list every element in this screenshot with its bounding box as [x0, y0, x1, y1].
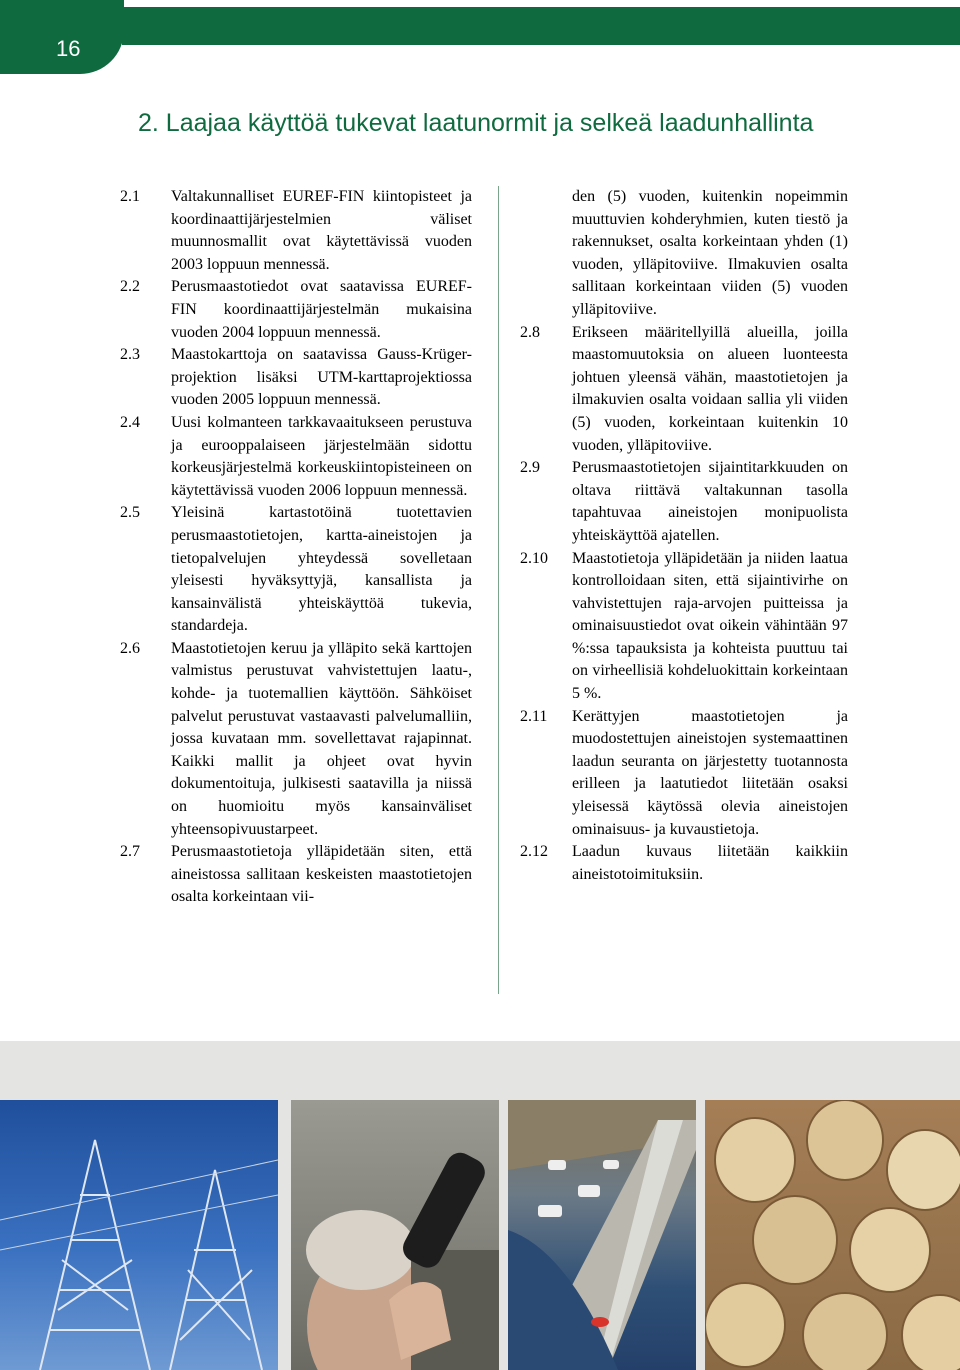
item-text: Maastokarttoja on saatavissa Gauss-Krüger-projektion lisäksi UTM-karttaprojektiossa vuoden 2005 loppuun mennessä.	[171, 346, 472, 409]
item-number: 2.8	[520, 323, 540, 341]
item-number: 2.3	[120, 346, 140, 364]
item-text: Uusi kolmanteen tarkkavaaitukseen perustuva ja eurooppalaiseen järjestelmään sidottu korkeusjärjestelmä korkeuskiintopisteineen on käytettävissä vuoden 2006 loppuun mennessä.	[171, 413, 472, 499]
item-text: Yleisinä kartastotöinä tuotettavien perusmaastotietojen, kartta-aineistojen ja tietopalvelujen yhteydessä sovelletaan yleisesti hyväksyttyjä, kansallista ja kansainvälistä yhteiskäyttöä tukevia, standardeja.	[171, 504, 472, 635]
list-item	[520, 457, 848, 547]
phone-call-photo	[291, 1100, 499, 1370]
item-number: 2.10	[520, 549, 548, 567]
item-number: 2.1	[120, 188, 140, 205]
power-lines-photo	[0, 1100, 278, 1370]
list-item	[520, 322, 848, 458]
list-item	[120, 841, 472, 909]
item-number: 2.4	[120, 413, 140, 431]
item-number: 2.12	[520, 843, 548, 861]
item-number: 2.7	[120, 843, 140, 861]
item-number: 2.6	[120, 639, 140, 657]
item-text: Laadun kuvaus liitetään kaikkiin aineistotoimituksiin.	[572, 843, 848, 883]
list-item	[520, 548, 848, 706]
item-text: Maastotietoja ylläpidetään ja niiden laatua kontrolloidaan siten, että sijaintivirhe on vahvistettujen raja-arvojen puitteissa ja ominaisuustiedot ovat oikein vähintään 97 %:ssa tapauksista ja kohteista puuttuu tai on virheellisiä kohdeluokittain korkeintaan 5 %.	[572, 549, 848, 703]
log-pile-photo	[705, 1100, 960, 1370]
item-number: 2.5	[120, 504, 140, 522]
right-column	[520, 186, 848, 886]
item-number: 2.11	[520, 707, 548, 725]
list-item	[120, 638, 472, 841]
list-item	[520, 841, 848, 886]
chapter-title: 2. Laajaa käyttöä tukevat laatunormit ja selkeä laadunhallinta	[138, 109, 814, 137]
item-text: den (5) vuoden, kuitenkin nopeimmin muuttuvien kohderyhmien, kuten tiestö ja rakennukset, osalta korkeintaan yhden (1) vuoden, ylläpitoviive. Ilmakuvien osalta sallitaan korkeintaan viiden (5) vuoden ylläpitoviive.	[572, 188, 848, 318]
list-item	[120, 412, 472, 502]
header-green-band	[122, 7, 960, 45]
item-number: 2.2	[120, 278, 140, 296]
item-text: Kerättyjen maastotietojen ja muodostettujen aineistojen systemaattinen laadun seuranta on järjestetty tuotannosta erilleen ja laatutiedot liitetään osaksi yleisessä käytössä olevia aineistojen ominaisuus- ja kuvaustietoja.	[572, 707, 848, 838]
column-divider	[498, 186, 499, 994]
item-text: Perusmaastotiedot ovat saatavissa EUREF-FIN koordinaattijärjestelmän mukaisina vuoden 2004 loppuun mennessä.	[171, 278, 472, 341]
list-item	[120, 344, 472, 412]
list-item	[120, 502, 472, 638]
item-text: Valtakunnalliset EUREF-FIN kiintopisteet ja koordinaattijärjestelmien väliset muunnosmallit ovat käytettävissä vuoden 2003 loppuun mennessä.	[171, 188, 472, 273]
page-number: 16	[56, 36, 81, 61]
list-item	[120, 276, 472, 344]
item-text: Maastotietojen keruu ja ylläpito sekä karttojen valmistus perustuvat vahvistettujen laatu-, kohde- ja tuotemallien käyttöön. Sähköiset palvelut perustuvat vastaavasti palvelumalliin, jossa kuvataan mm. sovellettavat rajapinnat. Kaikki mallit ja ohjeet ovat hyvin dokumentoituja, julkisesti saatavilla ja niissä on huomioitu myös kansainväliset yhteensopivuustarpeet.	[171, 639, 472, 838]
item-number: 2.9	[520, 459, 540, 477]
highway-river-photo	[508, 1100, 696, 1370]
item-text: Erikseen määritellyillä alueilla, joilla maastomuutoksia on alueen luonteesta johtuen yleensä vähän, maastotietojen ja ilmakuvien osalta voidaan sallia yli viiden (5) vuoden, korkeintaan kuitenkin 10 vuoden, ylläpitoviive.	[572, 323, 848, 454]
left-column	[120, 186, 472, 909]
list-item	[120, 186, 472, 276]
item-text: Perusmaastotietoja ylläpidetään siten, että aineistossa sallitaan keskeisten maastotietojen osalta korkeintaan vii-	[171, 843, 472, 906]
item-text: Perusmaastotietojen sijaintitarkkuuden on oltava riittävä valtakunnan tasolla tapahtuvaa aineistojen monipuolista yhteiskäyttöä ajatellen.	[572, 459, 848, 544]
continued-text	[520, 186, 848, 322]
list-item	[520, 706, 848, 842]
